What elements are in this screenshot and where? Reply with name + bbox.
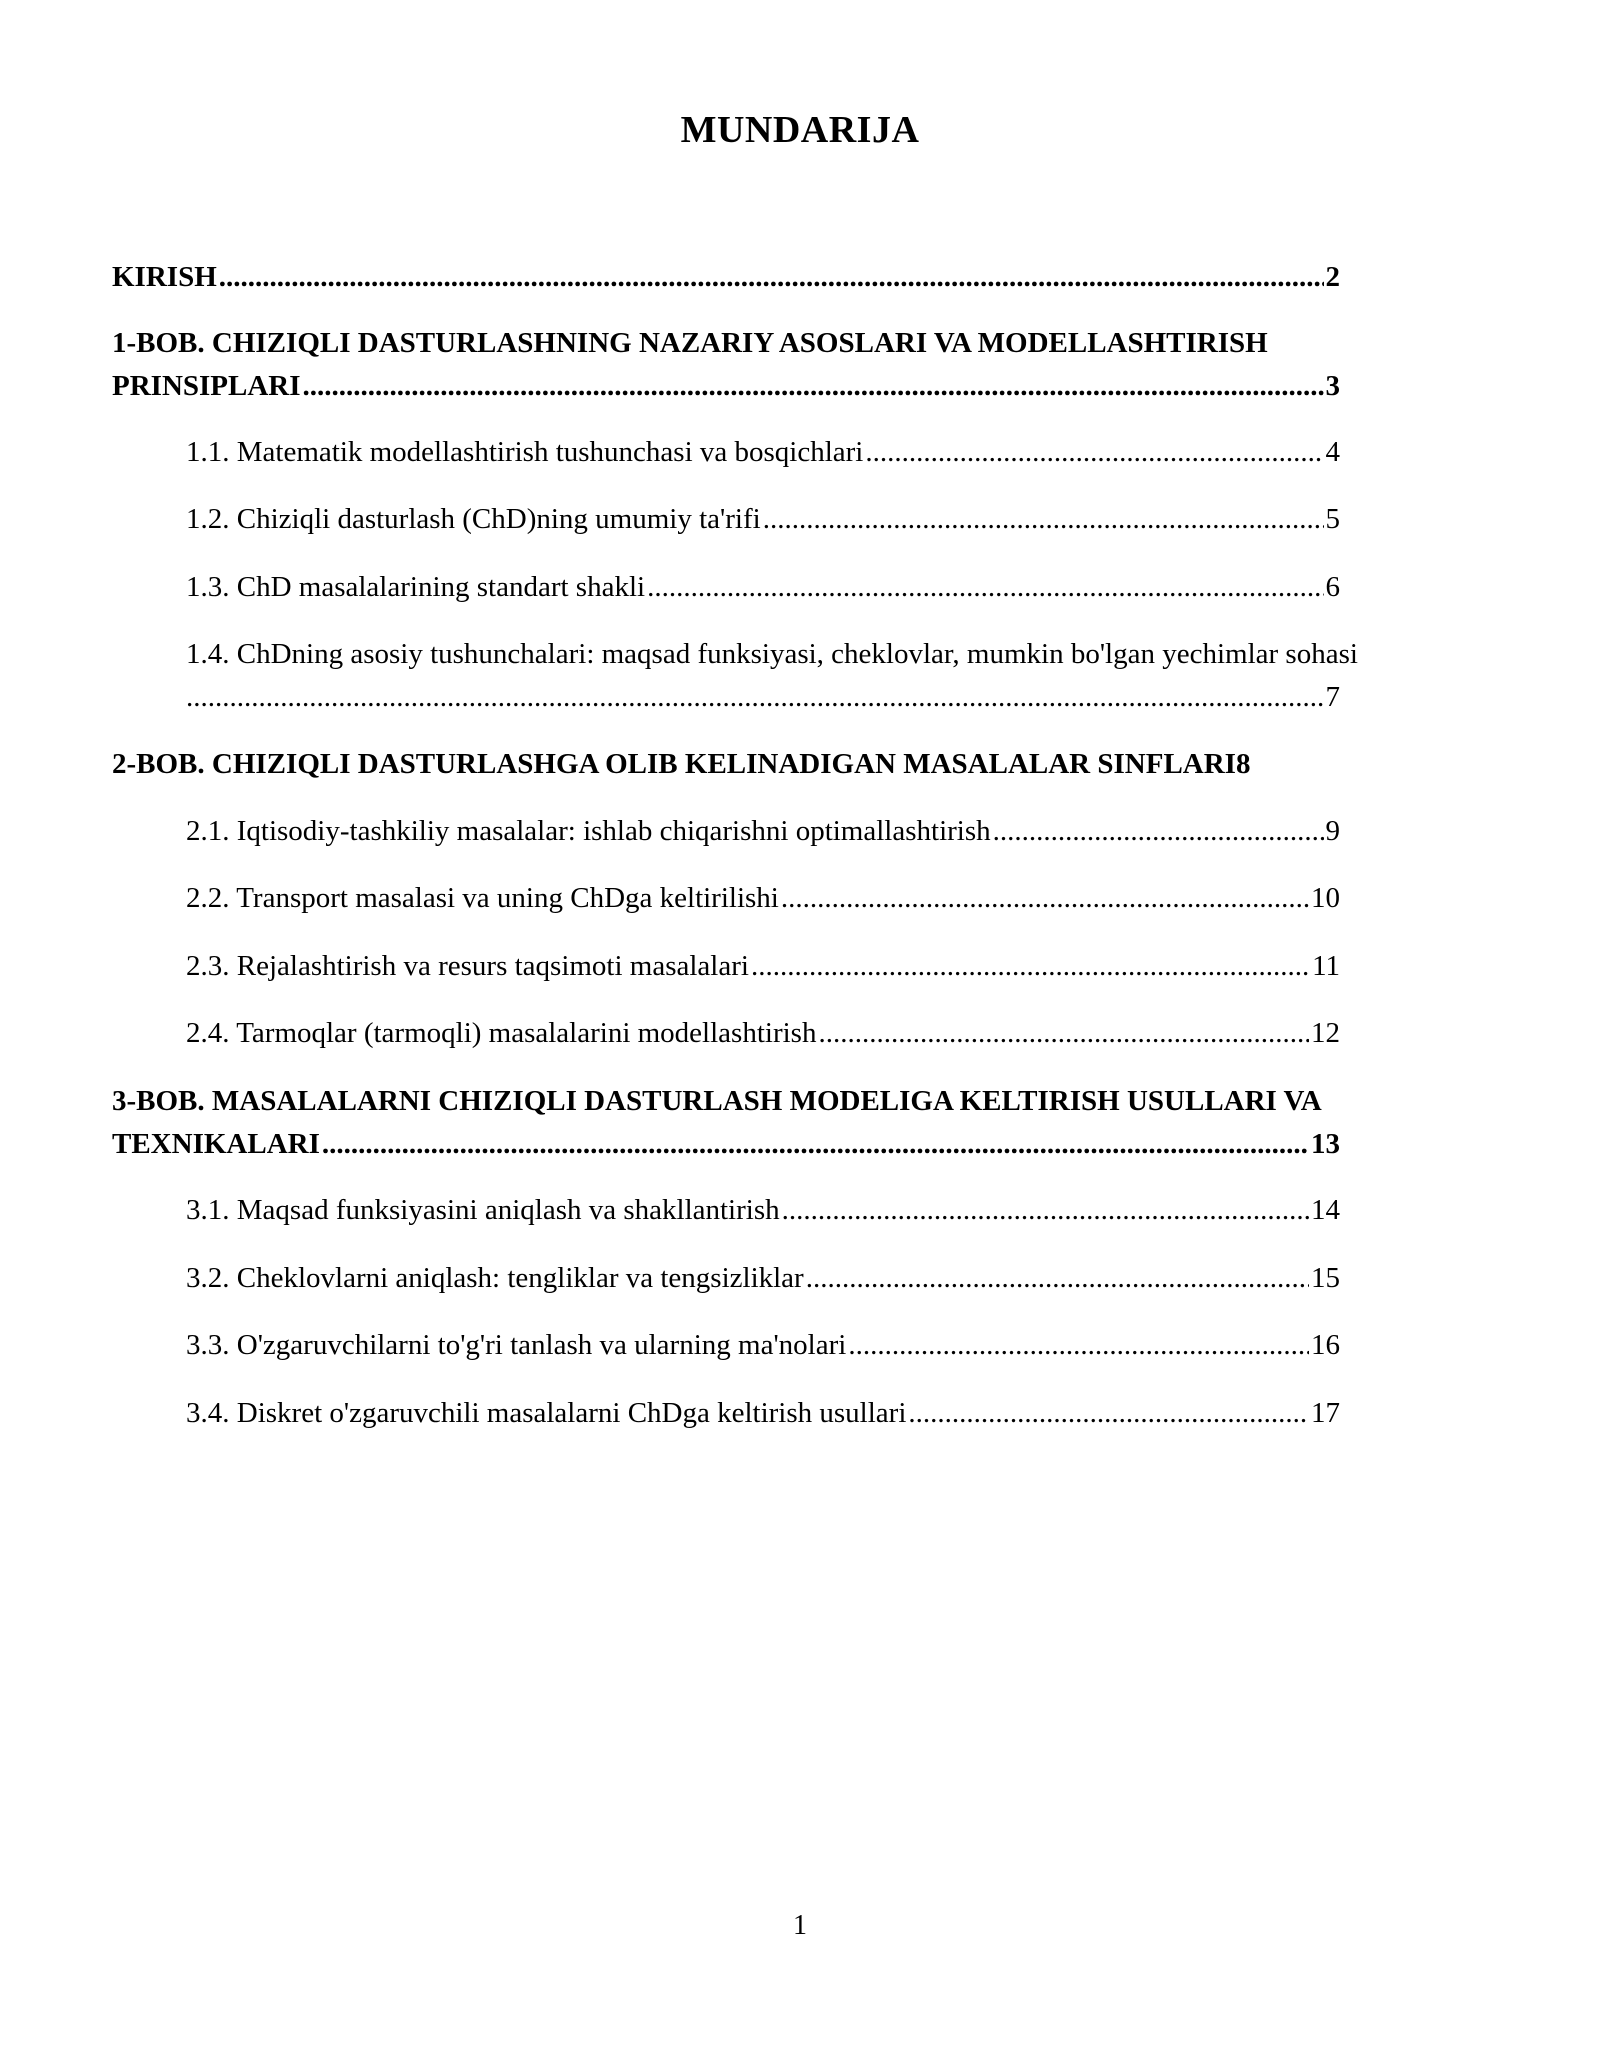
toc-entry-2-3[interactable] (186, 945, 1340, 988)
toc-entry-chapter-2[interactable] (112, 743, 1352, 786)
page-title: MUNDARIJA (680, 109, 920, 151)
dot-leader (751, 945, 1310, 988)
toc-entry-3-4[interactable] (186, 1392, 1340, 1435)
dot-leader (303, 365, 1324, 408)
toc-entry-1-2[interactable] (186, 498, 1340, 541)
toc-entry-title: 2-BOB. CHIZIQLI DASTURLASHGA OLIB KELINADIGAN MASALALAR SINFLARI (112, 748, 1236, 780)
toc-page-number: 6 (1325, 571, 1340, 603)
toc-entry-3-3[interactable] (186, 1324, 1340, 1367)
toc-entry-kirish[interactable] (112, 256, 1340, 299)
toc-entry-2-2[interactable] (186, 877, 1340, 920)
toc-entry-title: 2.1. Iqtisodiy-tashkiliy masalalar: ishlab chiqarishni optimallashtirish (186, 815, 991, 847)
toc-page-number: 7 (1325, 681, 1340, 713)
toc-page-number: 2 (1325, 261, 1340, 293)
toc-entry-title: 3.2. Cheklovlarni aniqlash: tengliklar va tengsizliklar (186, 1262, 804, 1294)
toc-entry-title: 3.4. Diskret o'zgaruvchili masalalarni ChDga keltirish usullari (186, 1397, 907, 1429)
toc-entry-title: 1.2. Chiziqli dasturlash (ChD)ning umumiy ta'rifi (186, 503, 761, 535)
toc-entry-title: 2.3. Rejalashtirish va resurs taqsimoti masalalari (186, 950, 749, 982)
dot-leader (322, 1123, 1309, 1166)
dot-leader (865, 431, 1323, 474)
dot-leader (186, 676, 1324, 719)
toc-entry-title-continued: TEXNIKALARI (112, 1128, 320, 1160)
dot-leader (781, 877, 1309, 920)
toc-entry-title: 2.4. Tarmoqlar (tarmoqli) masalalarini modellashtirish (186, 1017, 817, 1049)
toc-entry-title-continued: PRINSIPLARI (112, 370, 301, 402)
dot-leader (647, 566, 1323, 609)
dot-leader (763, 498, 1324, 541)
toc-entry-chapter-3[interactable] (112, 1080, 1340, 1166)
page-number: 1 (793, 1910, 807, 1941)
toc-page-number: 12 (1311, 1017, 1340, 1049)
toc-page-number: 3 (1325, 370, 1340, 402)
toc-entry-title: 3.1. Maqsad funksiyasini aniqlash va shakllantirish (186, 1194, 780, 1226)
toc-page-number: 8 (1235, 748, 1251, 780)
toc-entry-3-1[interactable] (186, 1189, 1340, 1232)
toc-page-number: 9 (1325, 815, 1340, 847)
toc-page-number: 15 (1311, 1262, 1340, 1294)
toc-entry-1-3[interactable] (186, 566, 1340, 609)
toc-entry-1-1[interactable] (186, 431, 1340, 474)
toc-page-number: 11 (1312, 950, 1340, 982)
toc-entry-title: 3.3. O'zgaruvchilarni to'g'ri tanlash va ularning ma'nolari (186, 1329, 847, 1361)
toc-entry-3-2[interactable] (186, 1257, 1340, 1300)
toc-entry-title: 3-BOB. MASALALARNI CHIZIQLI DASTURLASH MODELIGA KELTIRISH USULLARI VA (112, 1085, 1322, 1117)
toc-page-number: 5 (1325, 503, 1340, 535)
toc-entry-chapter-1[interactable] (112, 322, 1340, 408)
dot-leader (782, 1189, 1309, 1232)
dot-leader (848, 1324, 1309, 1367)
dot-leader (806, 1257, 1309, 1300)
toc-entry-1-4[interactable] (186, 633, 1476, 719)
toc-entry-title: 1.1. Matematik modellashtirish tushunchasi va bosqichlari (186, 436, 864, 468)
toc-entry-title: 2.2. Transport masalasi va uning ChDga keltirilishi (186, 882, 779, 914)
toc-entry-title: KIRISH (112, 261, 217, 293)
toc-page-number: 17 (1311, 1397, 1340, 1429)
toc-entry-title: 1.3. ChD masalalarining standart shakli (186, 571, 646, 603)
toc-page-number: 10 (1311, 882, 1340, 914)
dot-leader (219, 256, 1324, 299)
toc-entry-title: 1-BOB. CHIZIQLI DASTURLASHNING NAZARIY ASOSLARI VA MODELLASHTIRISH (112, 327, 1268, 359)
dot-leader (993, 810, 1324, 853)
toc-page-number: 4 (1325, 436, 1340, 468)
toc-page-number: 13 (1311, 1128, 1340, 1160)
dot-leader (908, 1392, 1309, 1435)
toc-entry-title: 1.4. ChDning asosiy tushunchalari: maqsad funksiyasi, cheklovlar, mumkin bo'lgan yechimlar sohasi (186, 638, 1358, 670)
toc-page-number: 14 (1311, 1194, 1340, 1226)
toc-entry-2-1[interactable] (186, 810, 1340, 853)
dot-leader (818, 1012, 1309, 1055)
toc-page-number: 16 (1311, 1329, 1340, 1361)
toc-entry-2-4[interactable] (186, 1012, 1340, 1055)
